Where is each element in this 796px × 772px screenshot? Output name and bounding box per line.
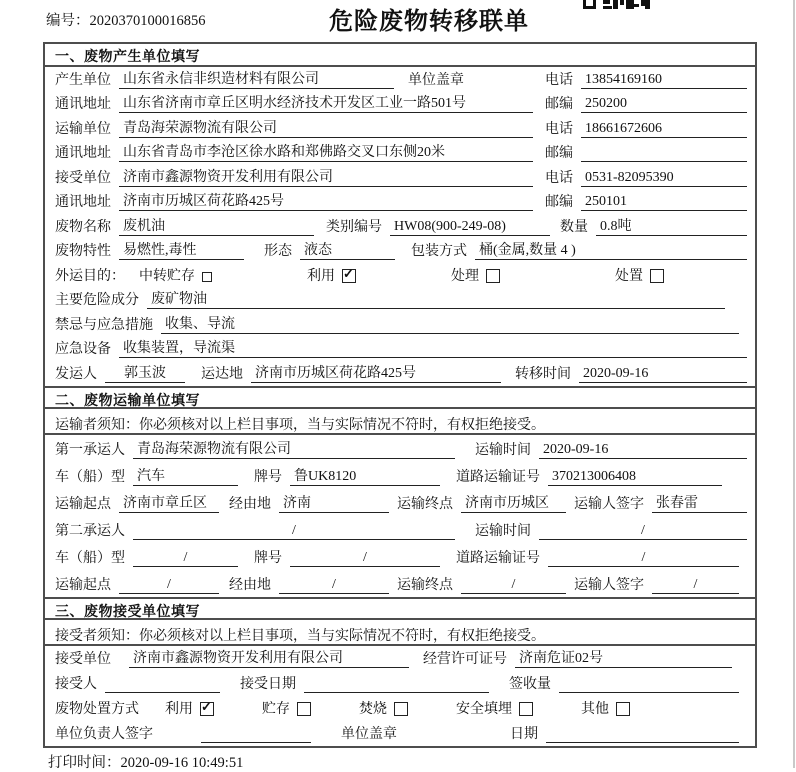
- head-sign-label: 单位负责人签字: [55, 726, 153, 742]
- hazard-value: 废矿物油: [147, 288, 725, 309]
- row-producer-address: [45, 92, 755, 117]
- checkbox-transfer-storage: [139, 265, 307, 285]
- producer-phone-value: 13854169160: [581, 72, 747, 89]
- checkbox-label: 焚烧: [359, 701, 387, 717]
- row-first-carrier: [45, 435, 755, 462]
- checkbox-label: 中转贮存: [139, 268, 195, 284]
- transport-time2-value: /: [539, 523, 747, 540]
- unit-seal-label: 单位盖章: [408, 72, 464, 88]
- section3-header: 三、废物接受单位填写: [45, 597, 755, 620]
- end-label: 运输终点: [397, 496, 453, 512]
- start-label: 运输起点: [55, 577, 111, 593]
- row-head-signature: [45, 721, 755, 746]
- checkbox-label: 处置: [615, 268, 643, 284]
- manifest-form: [43, 42, 757, 748]
- signed-amount-label: 签收量: [509, 676, 551, 692]
- category-label: 类别编号: [326, 219, 382, 235]
- print-time-value: 2020-09-16 10:49:51: [120, 755, 244, 771]
- checkbox-icon: [297, 702, 311, 716]
- transporter-address-value: 山东省青岛市李沧区徐水路和郑佛路交叉口东侧20米: [119, 141, 533, 162]
- checkbox-icon: [519, 702, 533, 716]
- accept-date-label: 接受日期: [240, 676, 296, 692]
- transporter-notice: 运输者须知：你必须核对以上栏目事项，当与实际情况不符时，有权拒绝接受。: [45, 409, 755, 435]
- end-label: 运输终点: [397, 577, 453, 593]
- waste-name-label: 废物名称: [55, 219, 111, 235]
- checkbox-icon: [486, 269, 500, 283]
- plate2-value: /: [290, 550, 440, 567]
- via1-value: 济南: [279, 492, 389, 513]
- receiver-notice: 接受者须知：你必须核对以上栏目事项，当与实际情况不符时，有权拒绝接受。: [45, 620, 755, 646]
- row-route1: [45, 489, 755, 516]
- second-carrier-value: /: [133, 523, 455, 540]
- checkbox-treat: [451, 265, 615, 285]
- transport-time1-value: 2020-09-16: [539, 442, 747, 459]
- row-measures: [45, 312, 755, 337]
- phone-label: 电话: [545, 72, 573, 88]
- row-shipper: [45, 361, 755, 386]
- quantity-value: 0.8吨: [596, 215, 747, 236]
- equipment-value: 收集装置，导流渠: [119, 337, 747, 358]
- date-value: [546, 726, 739, 743]
- packing-value: 桶(金属,数量 4 ): [475, 239, 747, 260]
- waste-name-value: 废机油: [119, 215, 314, 236]
- serial-value: 2020370100016856: [89, 13, 206, 29]
- phone-label: 电话: [545, 170, 573, 186]
- checkbox-incinerate: [359, 698, 408, 718]
- plate-label: 牌号: [254, 469, 282, 485]
- traits-value: 易燃性,毒性: [119, 239, 244, 260]
- checkbox-dispose: [615, 265, 664, 285]
- start1-value: 济南市章丘区: [119, 492, 219, 513]
- checkbox-label: 利用: [165, 701, 193, 717]
- carrier-sign2-value: /: [652, 577, 739, 594]
- license-label: 经营许可证号: [423, 651, 507, 667]
- phone-label: 电话: [545, 121, 573, 137]
- row-vehicle2: [45, 543, 755, 570]
- head-sign-value: [201, 726, 311, 743]
- via-label: 经由地: [229, 496, 271, 512]
- accept-unit-value: 济南市鑫源物资开发利用有限公司: [129, 647, 409, 668]
- accept-unit-label: 接受单位: [55, 651, 111, 667]
- signed-amount-value: [559, 676, 739, 693]
- transporter-zip-value: [581, 145, 747, 162]
- checkbox-icon: [616, 702, 630, 716]
- road-permit-label: 道路运输证号: [456, 469, 540, 485]
- checkbox-icon: [200, 702, 214, 716]
- vehicle1-value: 汽车: [133, 465, 238, 486]
- second-carrier-label: 第二承运人: [55, 523, 125, 539]
- start2-value: /: [119, 577, 219, 594]
- end2-value: /: [461, 577, 566, 594]
- checkbox-icon: [202, 272, 212, 282]
- row-hazard: [45, 288, 755, 313]
- row-equipment: [45, 337, 755, 362]
- quantity-label: 数量: [560, 219, 588, 235]
- shipper-label: 发运人: [55, 366, 97, 382]
- checkbox-label: 贮存: [262, 701, 290, 717]
- row-producer: [45, 67, 755, 92]
- accept-date-value: [304, 676, 489, 693]
- row-transporter-address: [45, 141, 755, 166]
- carrier-sign1-value: 张春雷: [652, 492, 747, 513]
- address-label: 通讯地址: [55, 146, 111, 161]
- vehicle-type-label: 车（船）型: [55, 550, 125, 566]
- road-permit-label: 道路运输证号: [456, 550, 540, 566]
- via2-value: /: [279, 577, 389, 594]
- destination-value: 济南市历城区荷花路425号: [251, 362, 501, 383]
- row-acceptor: [45, 671, 755, 696]
- checkbox-store: [262, 698, 311, 718]
- acceptor-value: [105, 676, 220, 693]
- category-value: HW08(900-249-08): [390, 219, 550, 236]
- vehicle-type-label: 车（船）型: [55, 469, 125, 485]
- address-label: 通讯地址: [55, 97, 111, 112]
- transporter-phone-value: 18661672606: [581, 121, 747, 138]
- checkbox-icon: [342, 269, 356, 283]
- via-label: 经由地: [229, 577, 271, 593]
- checkbox-label: 其他: [581, 701, 609, 717]
- road-permit2-value: /: [548, 550, 739, 567]
- row-vehicle1: [45, 462, 755, 489]
- row-route2: [45, 570, 755, 597]
- plate-label: 牌号: [254, 550, 282, 566]
- unit-seal-label: 单位盖章: [341, 726, 397, 742]
- checkbox-icon: [394, 702, 408, 716]
- row-receiver: [45, 165, 755, 190]
- first-carrier-label: 第一承运人: [55, 442, 125, 458]
- end1-value: 济南市历城区: [461, 492, 566, 513]
- row-disposal: [45, 696, 755, 721]
- transfer-time-label: 转移时间: [515, 366, 571, 382]
- print-time-label: 打印时间：: [48, 755, 121, 771]
- receiver-label: 接受单位: [55, 170, 111, 186]
- row-accept-unit: [45, 646, 755, 671]
- shipper-value: 郭玉波: [105, 362, 185, 383]
- section1-header: 一、废物产生单位填写: [45, 44, 755, 67]
- row-waste-traits: [45, 239, 755, 264]
- page-edge-divider: [793, 0, 795, 768]
- transport-time-label: 运输时间: [475, 442, 531, 458]
- checkbox-label: 利用: [307, 268, 335, 284]
- form-value: 液态: [300, 239, 395, 260]
- row-waste-name: [45, 214, 755, 239]
- row-second-carrier: [45, 516, 755, 543]
- zip-label: 邮编: [545, 146, 573, 161]
- checkbox-landfill: [456, 698, 533, 718]
- transfer-time-value: 2020-09-16: [579, 366, 747, 383]
- disposal-label: 废物处置方式: [55, 701, 139, 717]
- packing-label: 包装方式: [411, 244, 467, 259]
- producer-address-value: 山东省济南市章丘区明水经济技术开发区工业一路501号: [119, 92, 533, 113]
- row-purpose: [45, 263, 755, 288]
- checkbox-utilize: [307, 265, 451, 285]
- hazard-label: 主要危险成分: [55, 293, 139, 308]
- transporter-label: 运输单位: [55, 121, 111, 137]
- row-transporter: [45, 116, 755, 141]
- receiver-address-value: 济南市历城区荷花路425号: [119, 190, 533, 211]
- carrier-sign-label: 运输人签字: [574, 496, 644, 512]
- page-title: 危险废物转移联单: [329, 9, 529, 35]
- producer-label: 产生单位: [55, 72, 111, 88]
- road-permit1-value: 370213006408: [548, 469, 722, 486]
- print-time: [48, 751, 243, 772]
- checkbox-icon: [650, 269, 664, 283]
- checkbox-other: [581, 698, 630, 718]
- receiver-value: 济南市鑫源物资开发利用有限公司: [119, 166, 533, 187]
- equipment-label: 应急设备: [55, 342, 111, 357]
- zip-label: 邮编: [545, 97, 573, 112]
- serial-label: 编号：: [46, 13, 90, 29]
- transporter-value: 青岛海荣源物流有限公司: [119, 117, 533, 138]
- checkbox-label: 安全填埋: [456, 701, 512, 717]
- producer-value: 山东省永信非织造材料有限公司: [119, 68, 394, 89]
- zip-label: 邮编: [545, 195, 573, 210]
- acceptor-label: 接受人: [55, 676, 97, 692]
- measures-value: 收集、导流: [161, 313, 739, 334]
- vehicle2-value: /: [133, 550, 238, 567]
- license-value: 济南危证02号: [515, 647, 732, 668]
- section2-header: 二、废物运输单位填写: [45, 386, 755, 409]
- checkbox-utilize-2: [165, 698, 214, 718]
- purpose-label: 外运目的：: [55, 268, 125, 284]
- producer-zip-value: 250200: [581, 96, 747, 113]
- plate1-value: 鲁UK8120: [290, 465, 440, 486]
- row-receiver-address: [45, 190, 755, 215]
- receiver-phone-value: 0531-82095390: [581, 170, 747, 187]
- checkbox-label: 处理: [451, 268, 479, 284]
- date-label: 日期: [510, 726, 538, 742]
- form-label: 形态: [264, 244, 292, 259]
- start-label: 运输起点: [55, 496, 111, 512]
- measures-label: 禁忌与应急措施: [55, 317, 153, 333]
- address-label: 通讯地址: [55, 195, 111, 210]
- receiver-zip-value: 250101: [581, 194, 747, 211]
- carrier-sign-label: 运输人签字: [574, 577, 644, 593]
- destination-label: 运达地: [201, 366, 243, 382]
- first-carrier-value: 青岛海荣源物流有限公司: [133, 438, 455, 459]
- transport-time-label: 运输时间: [475, 523, 531, 539]
- traits-label: 废物特性: [55, 244, 111, 259]
